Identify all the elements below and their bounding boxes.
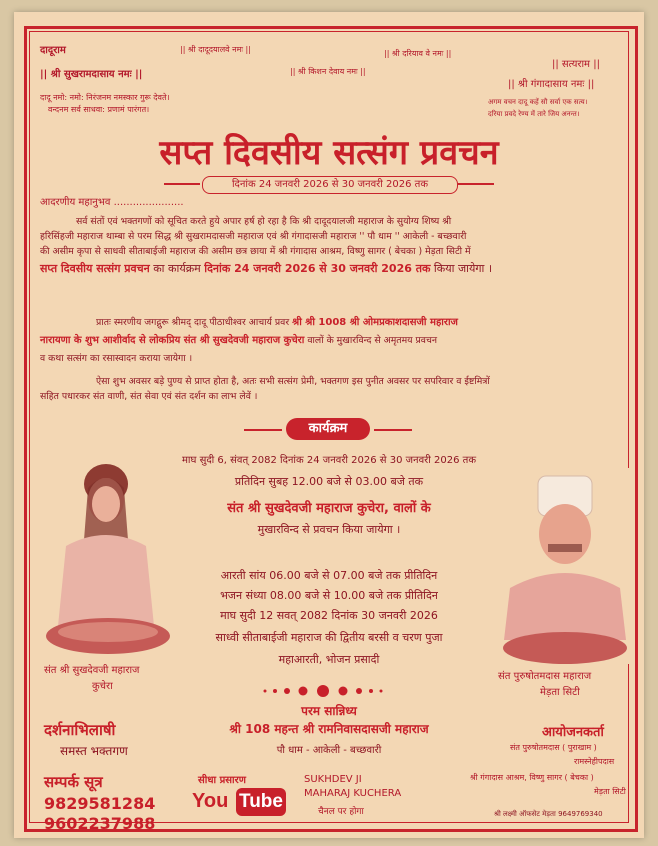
invite-paragraph xyxy=(40,374,626,404)
darshan-label: दर्शनाभिलाषी xyxy=(44,721,116,739)
aayojan-line-2: रामस्नेहीपदास xyxy=(574,757,615,766)
blessing-b: श्री श्री 1008 श्री ओमप्रकाशदासजी महाराज xyxy=(292,317,458,328)
program-line-2: प्रतिदिन सुबह 12.00 बजे से 03.00 बजे तक xyxy=(234,475,424,488)
channel-line-2: MAHARAJ KUCHERA xyxy=(304,788,402,799)
youtube-you: You xyxy=(192,790,229,812)
portrait-right-icon xyxy=(496,468,630,664)
invite-line-2: सहित पधारकर संत वाणी, संत सेवा एवं संत दर्शन का लाभ लेवें । xyxy=(40,391,258,402)
right-caption-1: संत पुरुषोतमदास महाराज xyxy=(498,671,592,682)
param-place: पौ धाम - आकेली - बच्छवारी xyxy=(276,745,382,756)
intro-line-3: की असीम कृपा से साधवी सीताबाईजी महाराज की असीम छत्र छाया में श्री गंगादास आश्रम, विष्णु सागर ( बेचका ) मेड़ता सिटी में xyxy=(40,246,471,257)
left-caption-2: कुचेरा xyxy=(92,681,113,692)
ornament-karya-right xyxy=(374,429,412,431)
aayojan-label: आयोजनकर्ता xyxy=(542,725,604,740)
ornament-karya-left xyxy=(244,429,282,431)
invite-line-1: ऐसा शुभ अवसर बड़े पुण्य से प्राप्त होता है, अतः सभी सत्संग प्रेमी, भक्तगण इस पुनीत अवसर पर सपरिवार व ईष्टमित्रों xyxy=(96,376,490,387)
header-top-right-4: दरिया प्रवदे रेण्य में तारे जिय अनन्त। xyxy=(488,110,580,118)
intro-bold-date: दिनांक 24 जनवरी 2026 से 30 जनवरी 2026 तक xyxy=(204,262,431,275)
ornament-left xyxy=(164,183,200,185)
aayojan-line-1: संत पुरुषोतमदास ( पुराखाम ) xyxy=(510,743,597,752)
program-line-8: साध्वी सीताबाईजी महाराज की द्वितीय बरसी व चरण पुजा xyxy=(215,631,443,644)
printer-credit: श्री लक्ष्मी ऑफसेट मेड़ता 9649769340 xyxy=(494,810,603,818)
program-line-9: महाआरती, भोजन प्रसादी xyxy=(278,653,380,666)
photo-purushotamdas xyxy=(496,468,630,664)
intro-line-1: सर्व संतों एवं भक्तगणों को सूचित करते हुये अपार हर्ष हो रहा है कि श्री दादूदयालजी महाराज के सुयोग्य शिष्य श्री xyxy=(76,216,452,227)
blessing-d: वालों के मुखारविन्द से अमृतमय प्रवचन xyxy=(304,335,438,346)
channel-line-3: चैनल पर होगा xyxy=(318,807,364,817)
contact-label: सम्पर्क सूत्र xyxy=(44,773,103,791)
header-top-right-2: || श्री गंगादासाय नमः || xyxy=(508,79,595,90)
header-top-center-2: || श्री दरियाव वे नमः || xyxy=(384,49,452,58)
right-caption-2: मेड़ता सिटी xyxy=(540,687,580,698)
header-top-right-3: अगम वचन दादू कहें सौ सर्वा एक सत्य। xyxy=(488,98,588,106)
header-top-left-3: दादू नमो: नमो: निरंजनम नमस्कार गुरू देवते। xyxy=(40,93,170,102)
header-top-right-1: || सत्यराम || xyxy=(552,59,600,70)
intro-paragraph xyxy=(40,214,626,276)
intro-mid: का कार्यक्रम xyxy=(149,262,205,275)
blessing-e: व कथा सत्संग का रसास्वादन कराया जायेगा । xyxy=(40,353,193,364)
channel-line-1: SUKHDEV JI xyxy=(304,774,362,785)
param-label: परम सान्निध्य xyxy=(301,704,357,718)
header-top-center-3: || श्री किशन देवाय नमः || xyxy=(290,67,366,76)
intro-end: किया जायेगा । xyxy=(430,262,493,275)
live-label: सीधा प्रसारण xyxy=(198,775,246,786)
invitation-sheet xyxy=(14,12,644,838)
program-line-5: आरती सांय 06.00 बजे से 07.00 बजे तक प्रीतिदिन xyxy=(220,569,438,582)
phone-1: 9829581284 xyxy=(44,794,156,813)
blessing-c: नारायणा के शुभ आशीर्वाद से लोकप्रिय संत श्री सुखदेवजी महाराज कुचेरा xyxy=(40,335,305,346)
intro-bold-title: सप्त दिवसीय सत्संग प्रवचन xyxy=(40,262,150,275)
aayojan-line-4: मेड़ता सिटी xyxy=(594,787,626,796)
blessing-paragraph xyxy=(40,314,626,368)
greeting: आदरणीय महानुभव ...................... xyxy=(40,197,184,208)
header-top-left-4: वन्दनम सर्व साधवा: प्रणामं पारंगत। xyxy=(48,105,150,114)
main-title: सप्त दिवसीय सत्संग प्रवचन xyxy=(159,133,499,173)
dots-divider-icon xyxy=(259,684,409,698)
program-line-1: माघ सुदी 6, संवत् 2082 दिनांक 24 जनवरी 2026 से 30 जनवरी 2026 तक xyxy=(181,455,477,466)
aayojan-line-3: श्री गंगादास आश्रम, विष्णु सागर ( बेचका ) xyxy=(470,773,594,782)
header-top-center-1: || श्री दादूदयालवे नमः || xyxy=(180,45,251,54)
ornament-right xyxy=(458,183,494,185)
phone-2: 9602237988 xyxy=(44,814,156,833)
header-top-left-1: दादूराम xyxy=(40,45,66,56)
youtube-tube: Tube xyxy=(236,788,286,816)
program-label: कार्यक्रम xyxy=(286,418,370,440)
program-line-7: माघ सुदी 12 सवत् 2082 दिनांक 30 जनवरी 2026 xyxy=(220,609,438,622)
portrait-left-icon xyxy=(42,460,174,656)
darshan-value: समस्त भक्तगण xyxy=(60,744,128,758)
date-range: दिनांक 24 जनवरी 2026 से 30 जनवरी 2026 तक xyxy=(202,176,458,194)
intro-line-2: हरिसिंहजी महाराज थाम्बा से परम सिद्ध श्री सुखरामदासजी महाराज एवं श्री गंगादासजी महाराज '' पौ धाम '' आकेली - बच्छवारी xyxy=(40,231,467,242)
youtube-logo-icon xyxy=(192,788,286,818)
photo-sukhdevji xyxy=(42,460,174,656)
program-line-4: मुखारविन्द से प्रवचन किया जायेगा । xyxy=(257,523,401,536)
param-name: श्री 108 महन्त श्री रामनिवासदासजी महाराज xyxy=(229,722,429,736)
header-top-left-2: || श्री सुखरामदासाय नमः || xyxy=(40,69,143,80)
blessing-a: प्रातः स्मरणीय जगद्गुरू श्रीमद् दादू पीठाधीश्वर आचार्य प्रवर xyxy=(96,317,293,328)
program-line-3: संत श्री सुखदेवजी महाराज कुचेरा, वालों के xyxy=(227,501,431,516)
program-line-6: भजन संध्या 08.00 बजे से 10.00 बजे तक प्रीतिदिन xyxy=(220,589,438,602)
left-caption-1: संत श्री सुखदेवजी महाराज xyxy=(44,665,140,676)
